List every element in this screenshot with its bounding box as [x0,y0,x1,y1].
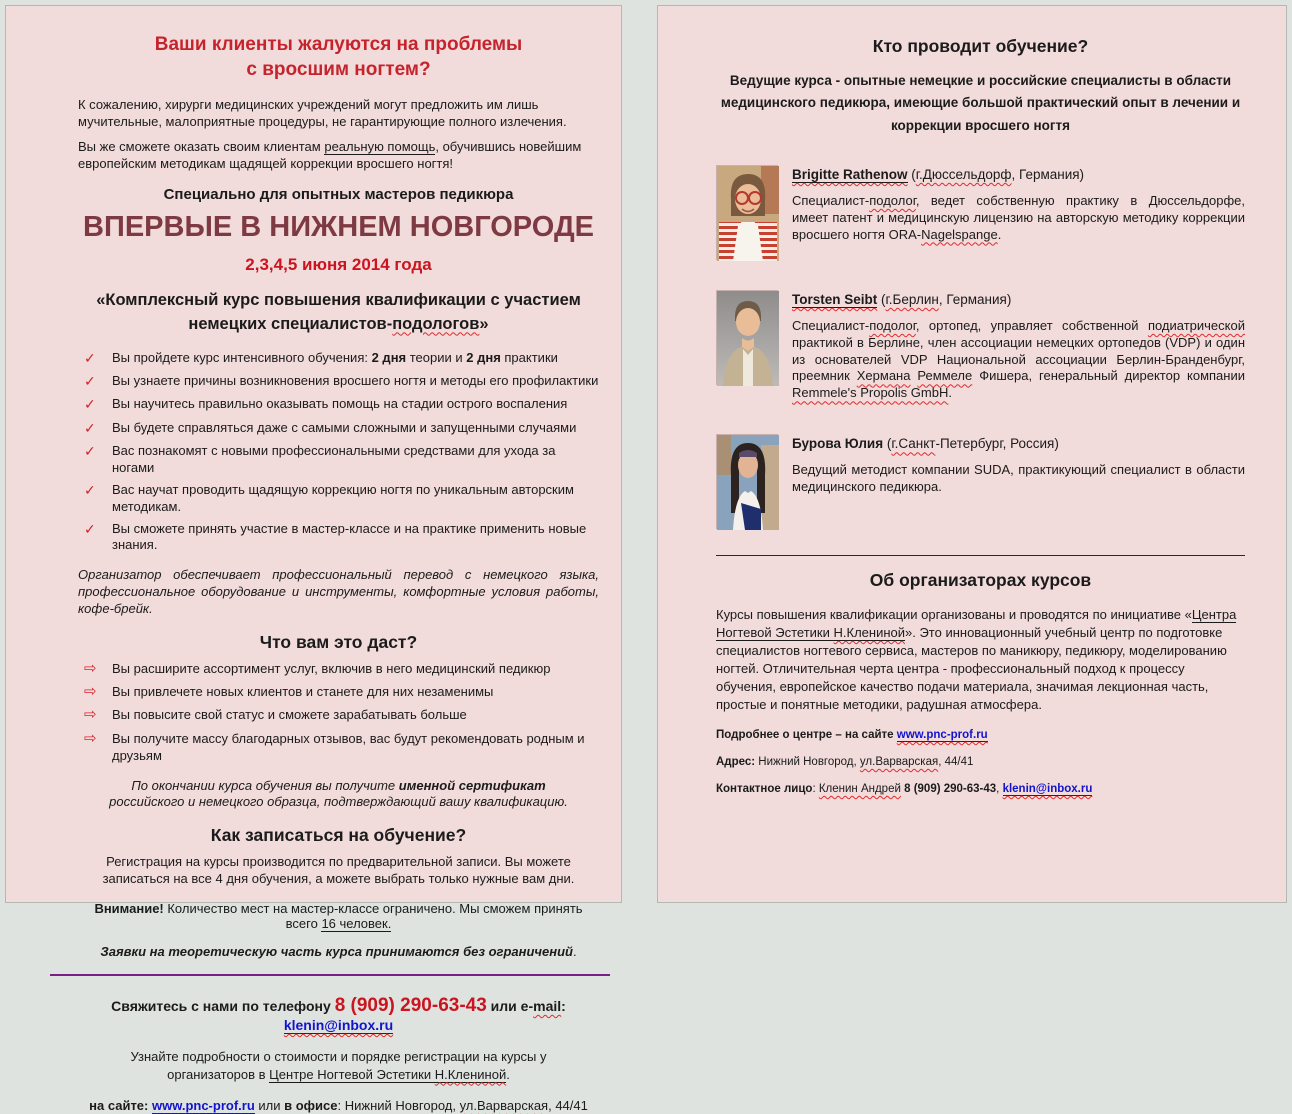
text-segment: . [572,944,577,960]
benefits-heading: Что вам это даст? [259,631,418,652]
checkmark-icon: ✓ [84,349,96,366]
text-segment: в офисе [284,1098,338,1114]
text-segment: Вы будете справляться даже с самыми сложными и запущенными случаями [112,419,577,435]
speaker-name [792,436,1245,451]
checklist-item [78,521,599,554]
speakers-intro: Ведущие курса - опытные немецкие и российские специалисты в области медицинского педикюра, имеющие большой практический опыт в лечении и коррекции вросшего ногтя [720,73,1241,133]
checklist-item [78,350,599,368]
checklist-item-text [112,443,599,476]
text-segment: или e- [486,998,534,1015]
benefit-item [78,707,599,724]
text-segment: 2 дня [466,349,501,365]
checklist-item [78,420,599,438]
text-segment: ». Это инновационный учебный центр по подготовке специалистов ногтевого сервиса, мастеров по маникюру, педикюру, моделированию ногтей. Отличительная черта центра - профессиональный подход к процессу обучения, европейское качество подачи материала, значимая лекционная часть, простые и понятные методики, радушная атмосфера. [716,625,1227,712]
text-segment: Вы научитесь правильно оказывать помощь на стадии острого воспаления [112,396,568,412]
more-info-line [716,729,1245,741]
checklist-item-text [112,396,567,414]
text-segment: Хермана [856,368,911,384]
audience-subtitle: Специально для опытных мастеров педикюра [163,185,514,203]
text-segment: » [479,314,489,333]
text-segment: Nagelspange [921,226,998,242]
text-segment: реальную помощь [324,138,436,154]
text-segment: : Нижний Новгород, [337,1098,460,1114]
checklist-item-text [112,482,599,515]
text-segment: Вы пройдете курс интенсивного обучения: [112,349,372,365]
text-segment: Н.Клениной [434,1066,507,1082]
text-segment: ул.Варварская [459,1098,549,1114]
text-segment: г.Санкт [891,436,936,452]
text-segment: . [948,385,952,401]
checkmark-icon: ✓ [84,419,96,436]
site-office-line [78,1098,599,1113]
benefit-item [78,661,599,678]
text-segment: Н.Клениной [833,625,905,641]
arrow-icon: ⇨ [84,659,97,677]
checklist-item-text [112,373,598,391]
organizer-note: Организатор обеспечивает профессиональный перевод с немецкого языка, профессиональное оборудование и инструменты, комфортные условия работы, кофе-брейк. [78,566,599,616]
speaker-name [792,292,1245,307]
intro-paragraph-1: К сожалению, хирурги медицинских учреждений могут предложить им лишь мучительные, малоприятные процедуры, не гарантирующие полного излечения. [78,97,567,130]
big-title: ВПЕРВЫЕ В НИЖНЕМ НОВГОРОДЕ [83,210,594,243]
benefit-item-text: Вы расширите ассортимент услуг, включив в него медицинский педикюр [112,660,551,676]
benefit-item-text: Вы привлечете новых клиентов и станете для них незаменимы [112,684,494,699]
text-segment: Специалист- [792,192,870,208]
text-segment: Центре Ногтевой Эстетики [269,1066,435,1082]
course-title [78,289,599,337]
intro-paragraph-2 [78,139,599,173]
text-segment: Подробнее о центре – на сайте [716,728,897,741]
arrow-icon: ⇨ [84,706,97,724]
text-segment: Заявки на теоретическую часть курса принимаются без ограничений [100,944,573,960]
speaker-block [716,165,1245,260]
text-segment: , Германия) [938,291,1012,307]
checkmark-icon: ✓ [84,396,96,413]
text-segment: Вас научат проводить щадящую коррекцию ногтя по уникальным авторским методикам. [112,481,574,514]
text-segment: Вы сможете принять участие в мастер-классе и на практике применить новые знания. [112,520,587,553]
speaker-photo-brigitte [716,165,778,260]
attention-line [78,901,599,931]
text-segment: . [506,1066,510,1082]
text-segment: Реммеле [917,368,973,384]
text-segment: Torsten Seibt [792,291,878,307]
text-segment: ( [883,436,892,452]
text-segment: ( [907,166,916,182]
checklist-item [78,443,599,476]
email-link[interactable]: klenin@inbox.ru [283,1017,394,1034]
text-segment: «Комплексный курс повышения квалификации с участием немецких специалистов- [96,290,581,333]
text-segment: Бурова Юлия [792,436,884,452]
page-left [5,5,622,1114]
course-dates: 2,3,4,5 июня 2014 года [245,254,432,274]
text-segment: 8 (909) 290-63-43 [904,782,997,795]
signup-heading: Как записаться на обучение? [210,825,467,846]
website-link[interactable]: www.pnc-prof.ru [896,728,988,741]
text-segment: . [997,226,1002,242]
text-segment: , 44/41 [548,1098,588,1114]
text-segment: Ведущий методист компании SUDA, практикующий специалист в области медицинского педикюра. [792,462,1245,495]
text-segment: подологов [392,314,480,333]
arrow-icon: ⇨ [84,683,97,700]
speakers-heading: Кто проводит обучение? [872,36,1089,56]
text-segment: практики [500,349,558,365]
text-segment: ( [877,291,886,307]
text-segment: Специалист- [792,317,870,333]
benefit-item [78,684,599,701]
website-link[interactable]: www.pnc-prof.ru [151,1098,255,1114]
checklist-item-text [112,420,576,438]
checkmark-icon: ✓ [84,481,96,498]
text-segment: ул.Варварская [859,755,939,768]
text-segment: Brigitte Rathenow [792,166,908,182]
email-link[interactable]: klenin@inbox.ru [1002,782,1093,795]
speaker-bio [792,318,1245,402]
headline-line2: с вросшим ногтем? [246,59,431,81]
checkmark-icon: ✓ [84,372,96,389]
speaker-block [716,290,1245,402]
text-segment: , ортопед, управляет собственной [915,317,1148,333]
text-segment: Курсы повышения квалификации организованы и проводятся по инициативе « [716,607,1192,623]
speaker-bio [792,462,1245,496]
text-segment: 2 дня [371,349,407,365]
speaker-photo-burova [716,434,778,529]
checklist-item [78,396,599,414]
speaker-photo-torsten [716,290,778,385]
text-segment: Внимание! [94,901,164,917]
text-segment: : [561,998,566,1015]
text-segment: подолог [869,192,916,208]
text-segment: Количество мест на мастер-классе ограничено. Мы сможем принять всего [163,901,583,932]
text-segment: , [996,782,1003,795]
phone-number: 8 (909) 290-63-43 [334,995,487,1017]
text-segment: Кленин Андрей [818,782,901,795]
text-segment: -Петербург, Россия) [935,436,1059,452]
checkmark-icon: ✓ [84,520,96,537]
benefit-item-text: Вы получите массу благодарных отзывов, вас будут рекомендовать родным и друзьям [112,730,585,763]
speaker-bio [792,193,1245,244]
purple-divider [50,974,610,976]
text-segment: российского и немецкого образца, подтверждающий вашу квалификацию. [109,794,568,810]
checklist-item [78,482,599,515]
text-segment: или [254,1098,285,1114]
speaker-info [792,165,1245,260]
benefits-list [78,661,599,765]
benefit-item-text: Вы повысите свой статус и сможете зарабатывать больше [112,707,467,723]
certificate-note [78,778,599,812]
text-segment: , обучившись новейшим европейским методикам щадящей коррекции вросшего ногтя! [78,138,582,171]
text-segment: Свяжитесь с нами по телефону [111,998,335,1015]
text-segment: По окончании курса обучения вы получите [131,777,399,793]
headline [78,32,599,82]
speaker-info [792,290,1245,402]
text-segment: Фишера, генеральный директор компании [972,368,1245,384]
text-segment: подолог [869,317,916,333]
contact-person-line [716,783,1245,795]
speaker-name [792,167,1245,182]
text-segment: Адрес: [716,755,756,768]
text-segment: практикой в Берлине, член ассоциации немецких ортопедов (VDP) и один из основателей VDP Национальной ассоциации Берлин-Бранденбург, преемник [792,334,1245,384]
text-segment: , 44/41 [938,755,974,768]
page-right [657,5,1287,903]
headline-line1: Ваши клиенты жалуются на проблемы [154,34,523,55]
text-segment: Нижний Новгород, [755,755,860,768]
black-divider [716,555,1245,556]
organizers-text [716,606,1245,714]
signup-text: Регистрация на курсы производится по предварительной записи. Вы можете записаться на все 4 дня обучения, а можете выбрать только нужные вам дни. [102,854,575,887]
text-segment: теории и [406,349,467,365]
address-line [716,756,1245,768]
checklist-item-text [112,350,558,368]
checkmark-icon: ✓ [84,443,96,460]
organizers-heading: Об организаторах курсов [869,570,1092,591]
text-segment: г.Берлин [885,291,939,307]
text-segment: г.Дюссельдорф [915,166,1012,182]
text-segment: Вас познакомят с новыми профессиональными средствами для ухода за ногами [112,443,556,475]
text-segment: , ведет собственную практику в Дюссельдорфе, имеет патент и медицинскую лицензию на авторскую методику коррекции вросшего ногтя ORA- [792,192,1245,242]
text-segment: , Германия) [1011,166,1085,182]
text-segment: Remmele's Propolis GmbH [792,385,949,401]
text-segment: : [812,782,819,795]
text-segment: подиатрической [1147,317,1245,333]
text-segment: Узнайте подробности о стоимости и порядке регистрации на курсы у организаторов в [130,1049,547,1082]
speaker-block [716,434,1245,529]
benefit-item [78,731,599,765]
speaker-info [792,434,1245,529]
text-segment: Вы же сможете оказать своим клиентам [78,138,325,154]
text-segment: на сайте: [89,1098,152,1114]
text-segment: Вы узнаете причины возникновения вросшего ногтя и методы его профилактики [112,372,599,388]
details-line [78,1048,599,1083]
text-segment: 16 человек. [321,916,392,932]
text-segment: Центра Ногтевой Эстетики [716,607,1237,641]
arrow-icon: ⇨ [84,729,97,747]
checklist-item [78,373,599,391]
text-segment: mail [533,998,562,1015]
text-segment: именной сертификат [398,777,546,793]
contact-line [78,995,599,1033]
checklist-item-text [112,521,599,554]
theory-note [78,944,599,959]
text-segment: Контактное лицо [716,782,813,795]
checklist [78,350,599,554]
